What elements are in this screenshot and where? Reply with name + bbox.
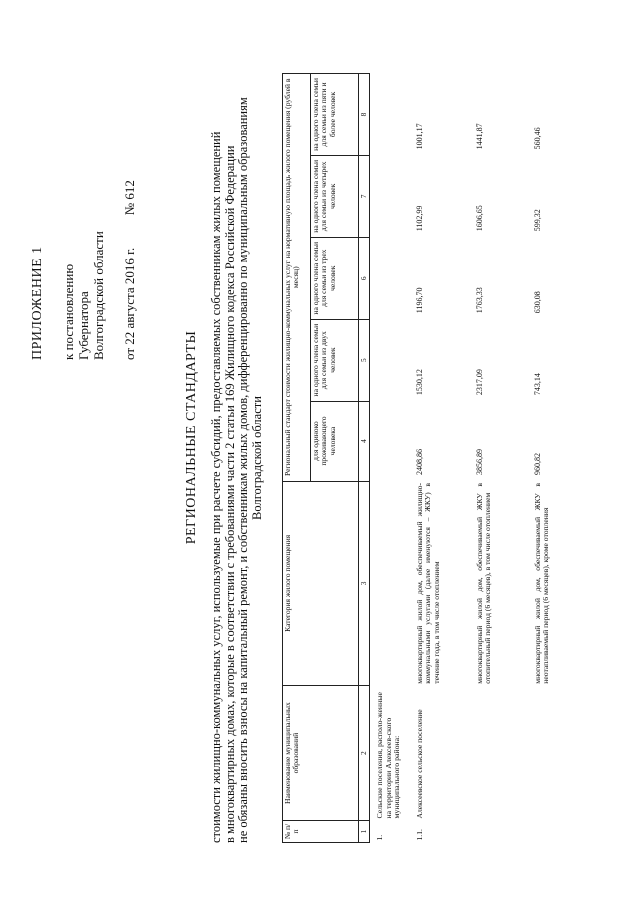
value-cell: 630,08	[532, 291, 542, 314]
col-number: 5	[359, 319, 370, 401]
header-standard: Региональный стандарт стоимости жилищно-коммунальных услуг на нормативную площадь жилого помещения (рублей в месяц)	[283, 74, 311, 482]
value-cell: 599,32	[532, 209, 542, 232]
row-category: многоквартирный жилой дом, обеспечиваемый ЖКУ в неотапливаемый период (6 месяцев), кроме отопления	[532, 483, 551, 684]
col-number: 4	[359, 401, 370, 481]
value-cell: 960,82	[532, 453, 542, 476]
appendix-number: № 612	[122, 180, 137, 216]
value-cell: 560,46	[532, 127, 542, 150]
row-num: 1.1.	[414, 829, 424, 841]
document-title: РЕГИОНАЛЬНЫЕ СТАНДАРТЫ	[184, 330, 199, 545]
intro-line: не обязаны вносить взносы на капитальный ремонт, и собственникам жилых домов, дифференцированно по муниципальным образованиям	[236, 97, 250, 843]
appendix-line-3: Волгоградской области	[91, 231, 106, 360]
value-cell: 1763,33	[474, 287, 484, 314]
appendix-block	[30, 180, 137, 360]
table-row	[410, 74, 470, 843]
value-cell: 1102,99	[414, 205, 424, 232]
value-cell: 743,14	[532, 373, 542, 396]
appendix-line-2: Губернатора	[76, 291, 91, 360]
subheader-family-2: на одного члена семьи для семьи из двух человек	[311, 319, 359, 401]
header-name: Наименование муниципальных образований	[283, 686, 359, 821]
col-number: 3	[359, 481, 370, 686]
col-number: 8	[359, 74, 370, 156]
appendix-date: от 22 августа 2016 г.	[122, 247, 137, 360]
subheader-family-5: на одного члена семьи для семьи из пяти и более человек	[311, 74, 359, 156]
row-name: Алексеевское сельское поселение	[414, 709, 424, 819]
intro-paragraph	[210, 73, 264, 843]
value-cell: 1530,12	[414, 369, 424, 396]
intro-line: Волгоградской области	[249, 396, 264, 520]
col-number: 1	[359, 821, 370, 843]
value-cell: 1196,70	[414, 287, 424, 314]
value-cell: 3856,89	[474, 449, 484, 476]
value-cell: 1441,87	[474, 123, 484, 150]
subheader-single: для одиноко проживающего человека	[311, 401, 359, 481]
intro-line: стоимости жилищно-коммунальных услуг, используемые при расчете субсидий, предоставляемых собственникам жилых помещений	[209, 131, 223, 843]
value-cell: 2317,09	[474, 369, 484, 396]
subheader-family-4: на одного члена семьи для семьи из четырех человек	[311, 155, 359, 237]
row-category: многоквартирный жилой дом, обеспечиваемый жилищно-коммунальными услугами (далее именуются – ЖКУ) в течение года, в том числе отоплением	[414, 483, 441, 684]
intro-line: в многоквартирных домах, которые в соответствии с требованиями части 2 статьи 169 Жилищного кодекса Российской Федерации	[222, 145, 237, 843]
table-row	[528, 74, 578, 843]
standards-table	[282, 73, 578, 843]
subheader-family-3: на одного члена семьи для семьи из трех человек	[311, 237, 359, 319]
appendix-title: ПРИЛОЖЕНИЕ 1	[30, 246, 45, 360]
header-category: Категория жилого помещения	[283, 481, 359, 686]
value-cell: 1606,65	[474, 205, 484, 232]
value-cell: 2408,86	[414, 449, 424, 476]
header-num: № п/п	[283, 821, 359, 843]
col-number: 2	[359, 686, 370, 821]
row-category: многоквартирный жилой дом, обеспечиваемый ЖКУ в отопительный период (6 месяцев), в том числе отоплением	[474, 483, 493, 684]
col-number: 7	[359, 155, 370, 237]
table-row	[470, 74, 528, 843]
col-number: 6	[359, 237, 370, 319]
section-num: 1.	[375, 834, 385, 841]
value-cell: 1001,17	[414, 123, 424, 150]
appendix-line-1: к постановлению	[61, 263, 76, 360]
section-name: Сельские поселения, располо-женные на территории Алексеев-ского муниципального района:	[375, 692, 402, 819]
